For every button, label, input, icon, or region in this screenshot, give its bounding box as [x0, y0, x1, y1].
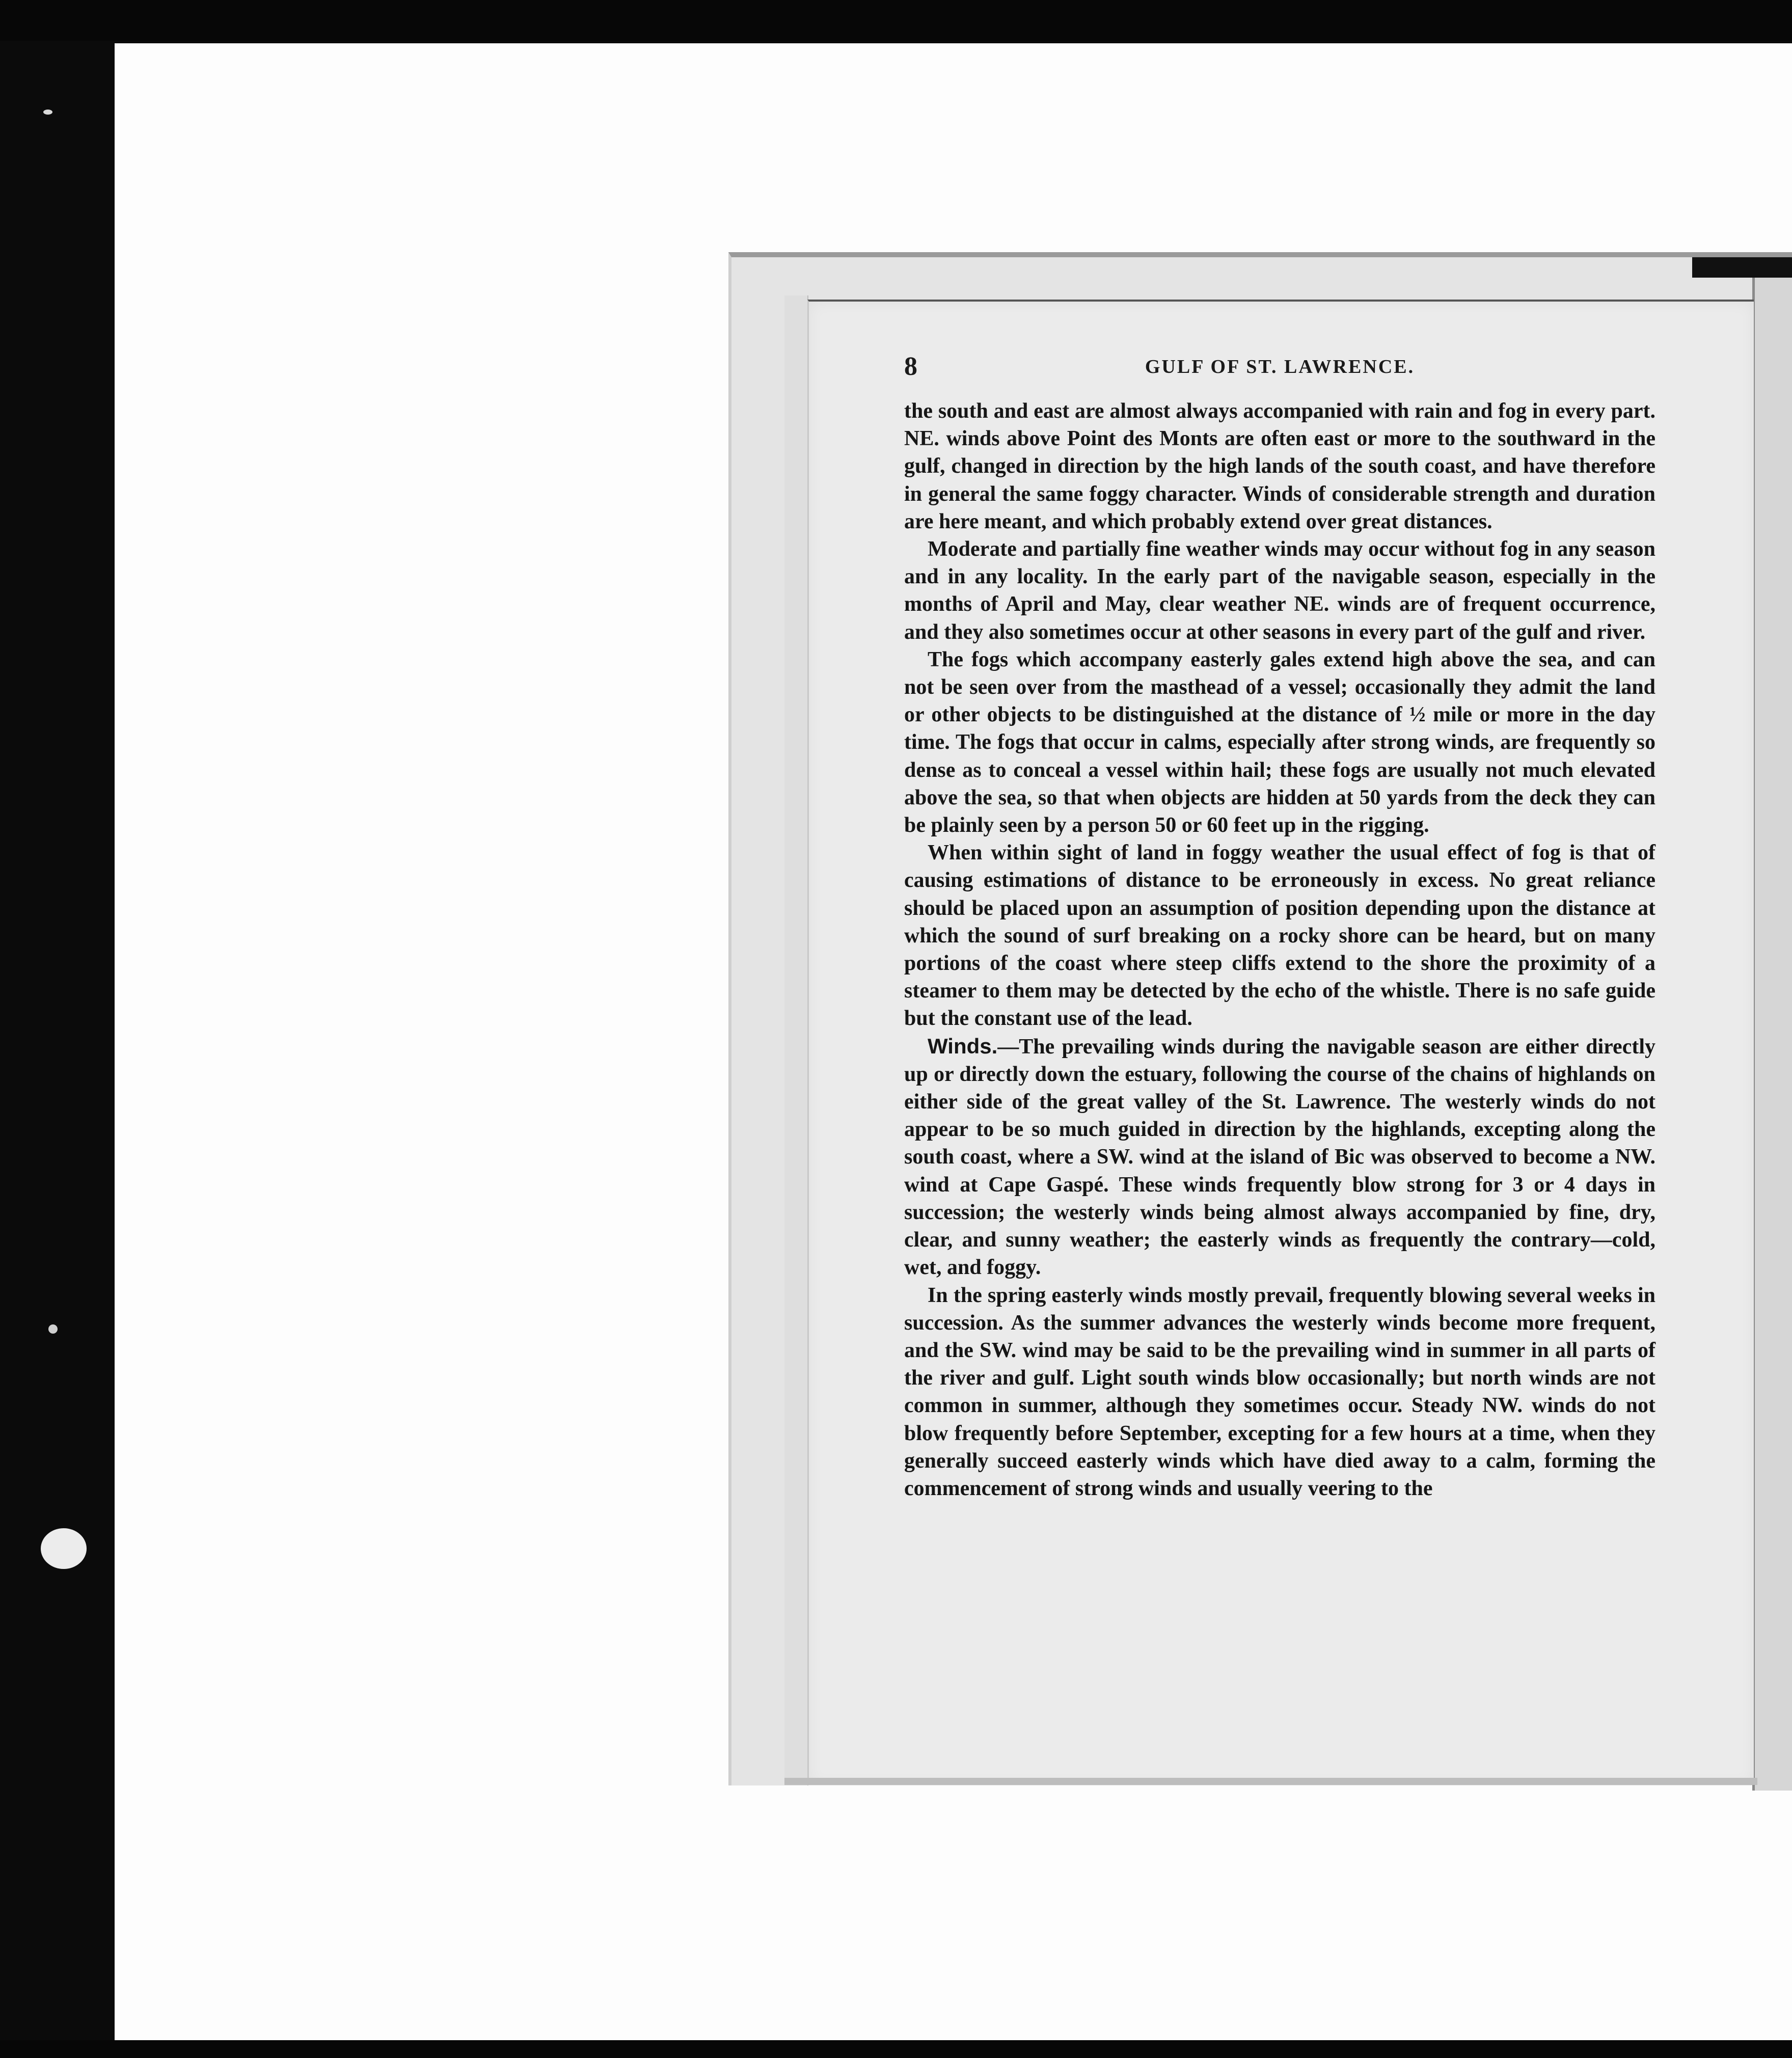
- dust-speck: [48, 1324, 58, 1334]
- page-header: [904, 351, 1655, 382]
- paragraph-text: Moderate and partially fine weather winds may occur without fog in any season and in any locality. In the early part of the navigable season, especially in the months of April and May, clear weather NE. winds are of frequent occurrence, and they also sometimes occur at other seasons in every part of the gulf and river.: [904, 537, 1655, 644]
- section-heading: Winds.: [928, 1034, 998, 1058]
- paragraph-text: When within sight of land in foggy weather the usual effect of fog is that of causing estimations of distance to be erroneously in excess. No great reliance should be placed upon an assumption of position depending upon the distance at which the sound of surf breaking on a rocky shore can be heard, but on many portions of the coast where steep cliffs extend to the shore the proximity of a steamer to them may be detected by the echo of the whistle. There is no safe guide but the constant use of the lead.: [904, 841, 1655, 1031]
- paragraph: [904, 397, 1655, 535]
- paragraph-text: —The prevailing winds during the navigable season are either directly up or directly down the estuary, following the course of the chains of highlands on either side of the great valley of the St. Lawrence. The westerly winds do not appear to be so much guided in direction by the highlands, excepting along the south coast, where a SW. wind at the island of Bic was observed to become a NW. wind at Cape Gaspé. These winds frequently blow strong for 3 or 4 days in succession; the westerly winds being almost always accompanied by fine, dry, clear, and sunny weather; the easterly winds as frequently the contrary—cold, wet, and foggy.: [904, 1035, 1655, 1280]
- paragraph: [904, 1033, 1655, 1282]
- dust-blotch: [41, 1528, 87, 1569]
- page-stack-edge: [784, 295, 808, 1785]
- paragraph-text: In the spring easterly winds mostly prevail, frequently blowing several weeks in succession. As the summer advances the westerly winds become more frequent, and the SW. wind may be said to be the prevailing wind in summer in all parts of the river and gulf. Light south winds blow occasionally; but north winds are not common in summer, although they sometimes occur. Steady NW. winds do not blow frequently before September, excepting for a few hours at a time, when they generally succeed easterly winds which have died away to a calm, forming the commencement of strong winds and usually veering to the: [904, 1283, 1655, 1500]
- paragraph-text: the south and east are almost always accompanied with rain and fog in every part. NE. winds above Point des Monts are often east or more to the southward in the gulf, changed in direction by the high lands of the south coast, and have therefore in general the same foggy character. Winds of considerable strength and duration are here meant, and which probably extend over great distances.: [904, 399, 1655, 533]
- paragraph: [904, 535, 1655, 646]
- page-body: [904, 397, 1655, 1502]
- film-border-bottom: [0, 2040, 1792, 2058]
- paragraph-text: The fogs which accompany easterly gales extend high above the sea, and can not be seen over from the masthead of a vessel; occasionally they admit the land or other objects to be distinguished at the distance of ½ mile or more in the day time. The fogs that occur in calms, especially after strong winds, are frequently so dense as to conceal a vessel within hail; these fogs are usually not much elevated above the sea, so that when objects are hidden at 50 yards from the deck they can be plainly seen by a person 50 or 60 feet up in the rigging.: [904, 647, 1655, 837]
- page-number: 8: [904, 352, 917, 381]
- paragraph: [904, 1282, 1655, 1503]
- book-spine: [1752, 278, 1792, 1791]
- paragraph: [904, 839, 1655, 1032]
- book-cover-edge: [1692, 257, 1792, 278]
- paragraph: [904, 646, 1655, 839]
- running-title: GULF OF ST. LAWRENCE.: [1145, 356, 1415, 377]
- dust-speck: [43, 110, 52, 115]
- film-border-top: [0, 0, 1792, 41]
- page-bottom-shadow: [784, 1778, 1757, 1785]
